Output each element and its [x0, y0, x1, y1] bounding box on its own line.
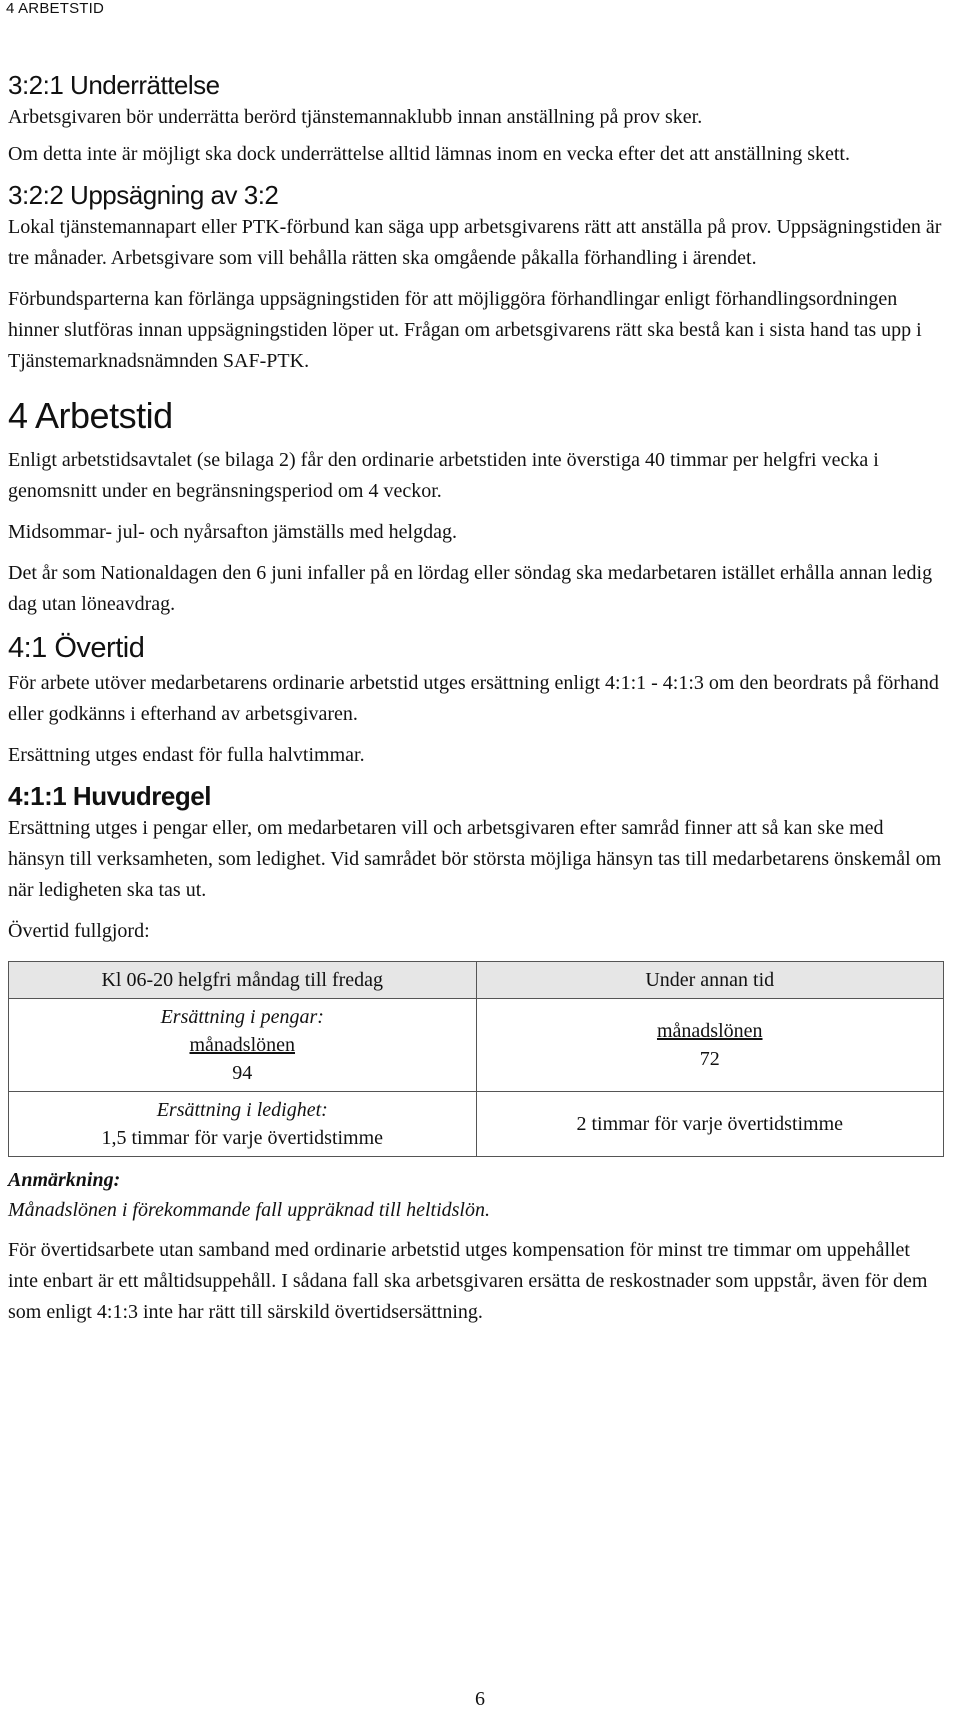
page-number: 6	[475, 1688, 485, 1710]
table-row	[9, 1092, 944, 1157]
fraction-numerator: månadslönen	[189, 1034, 296, 1056]
section-heading: 4:1:1 Huvudregel	[8, 781, 211, 811]
section-4-1	[8, 630, 943, 771]
fraction-denominator: 94	[232, 1062, 253, 1084]
page-content	[8, 70, 943, 1338]
table-cell	[9, 999, 477, 1092]
paragraph: Arbetsgivaren bör underrätta berörd tjänstemannaklubb innan anställning på prov sker.	[8, 106, 703, 128]
paragraph: Lokal tjänstemannapart eller PTK-förbund kan säga upp arbetsgivarens rätt att anställa på prov. Uppsägningstiden är tre månader. Arbetsgivare som vill behålla rätten ska omgående påkalla förhandling i ärendet.	[8, 216, 942, 269]
overtime-table	[8, 961, 944, 1157]
paragraph: Om detta inte är möjligt ska dock underrättelse alltid lämnas inom en vecka efter det att anställning skett.	[8, 143, 850, 165]
paragraph: Enligt arbetstidsavtalet (se bilaga 2) får den ordinarie arbetstiden inte överstiga 40 timmar per helgfri vecka i genomsnitt under en begränsningsperiod om 4 veckor.	[8, 449, 879, 502]
note-text: Månadslönen i förekommande fall uppräknad till heltidslön.	[8, 1199, 490, 1221]
section-3-2-1	[8, 70, 943, 170]
section-heading: 3:2:1 Underrättelse	[8, 70, 220, 100]
cell-value: 1,5 timmar för varje övertidstimme	[101, 1127, 384, 1149]
table-row	[9, 999, 944, 1092]
paragraph: Midsommar- jul- och nyårsafton jämställs med helgdag.	[8, 521, 457, 543]
table-header-cell: Under annan tid	[476, 962, 944, 999]
paragraph: Förbundsparterna kan förlänga uppsägningstiden för att möjliggöra förhandlingar enligt förhandlingsordningen hinner slutföras innan uppsägningstiden löper ut. Frågan om arbetsgivarens rätt ska bestå kan i sista hand tas upp i Tjänstemarknadsnämnden SAF-PTK.	[8, 288, 922, 372]
fraction-numerator: månadslönen	[656, 1020, 763, 1042]
cell-label: Ersättning i ledighet:	[156, 1099, 328, 1121]
paragraph: Ersättning utges i pengar eller, om medarbetaren vill och arbetsgivaren efter samråd finner att så kan ske med hänsyn till verksamheten, som ledighet. Vid samrådet bör största möjliga hänsyn tas till medarbetarens önskemål om när ledigheten ska tas ut.	[8, 817, 942, 901]
running-head: 4 ARBETSTID	[6, 0, 105, 17]
section-4	[8, 395, 943, 620]
note-label: Anmärkning:	[8, 1169, 121, 1191]
paragraph: För arbete utöver medarbetarens ordinarie arbetstid utges ersättning enligt 4:1:1 - 4:1:3 om den beordrats på förhand eller godkänns i efterhand av arbetsgivaren.	[8, 672, 939, 725]
chapter-heading: 4 Arbetstid	[8, 395, 173, 436]
paragraph: Det år som Nationaldagen den 6 juni infaller på en lördag eller söndag ska medarbetaren istället erhålla annan ledig dag utan löneavdrag.	[8, 562, 933, 615]
section-heading: 4:1 Övertid	[8, 632, 145, 664]
table-header-cell: Kl 06-20 helgfri måndag till fredag	[9, 962, 477, 999]
section-4-1-1	[8, 781, 943, 1328]
paragraph: Övertid fullgjord:	[8, 920, 150, 942]
section-3-2-2	[8, 180, 943, 377]
section-heading: 3:2:2 Uppsägning av 3:2	[8, 180, 279, 210]
fraction-denominator: 72	[699, 1048, 720, 1070]
table-cell	[9, 1092, 477, 1157]
table-cell: 2 timmar för varje övertidstimme	[476, 1092, 944, 1157]
paragraph: Ersättning utges endast för fulla halvtimmar.	[8, 744, 365, 766]
paragraph: För övertidsarbete utan samband med ordinarie arbetstid utges kompensation för minst tre timmar om uppehållet inte enbart är ett måltidsuppehåll. I sådana fall ska arbetsgivaren ersätta de reskostnader som uppstår, även för dem som enligt 4:1:3 inte har rätt till särskild övertidsersättning.	[8, 1239, 928, 1323]
cell-label: Ersättning i pengar:	[160, 1006, 324, 1028]
table-cell	[476, 999, 944, 1092]
table-header-row	[9, 962, 944, 999]
